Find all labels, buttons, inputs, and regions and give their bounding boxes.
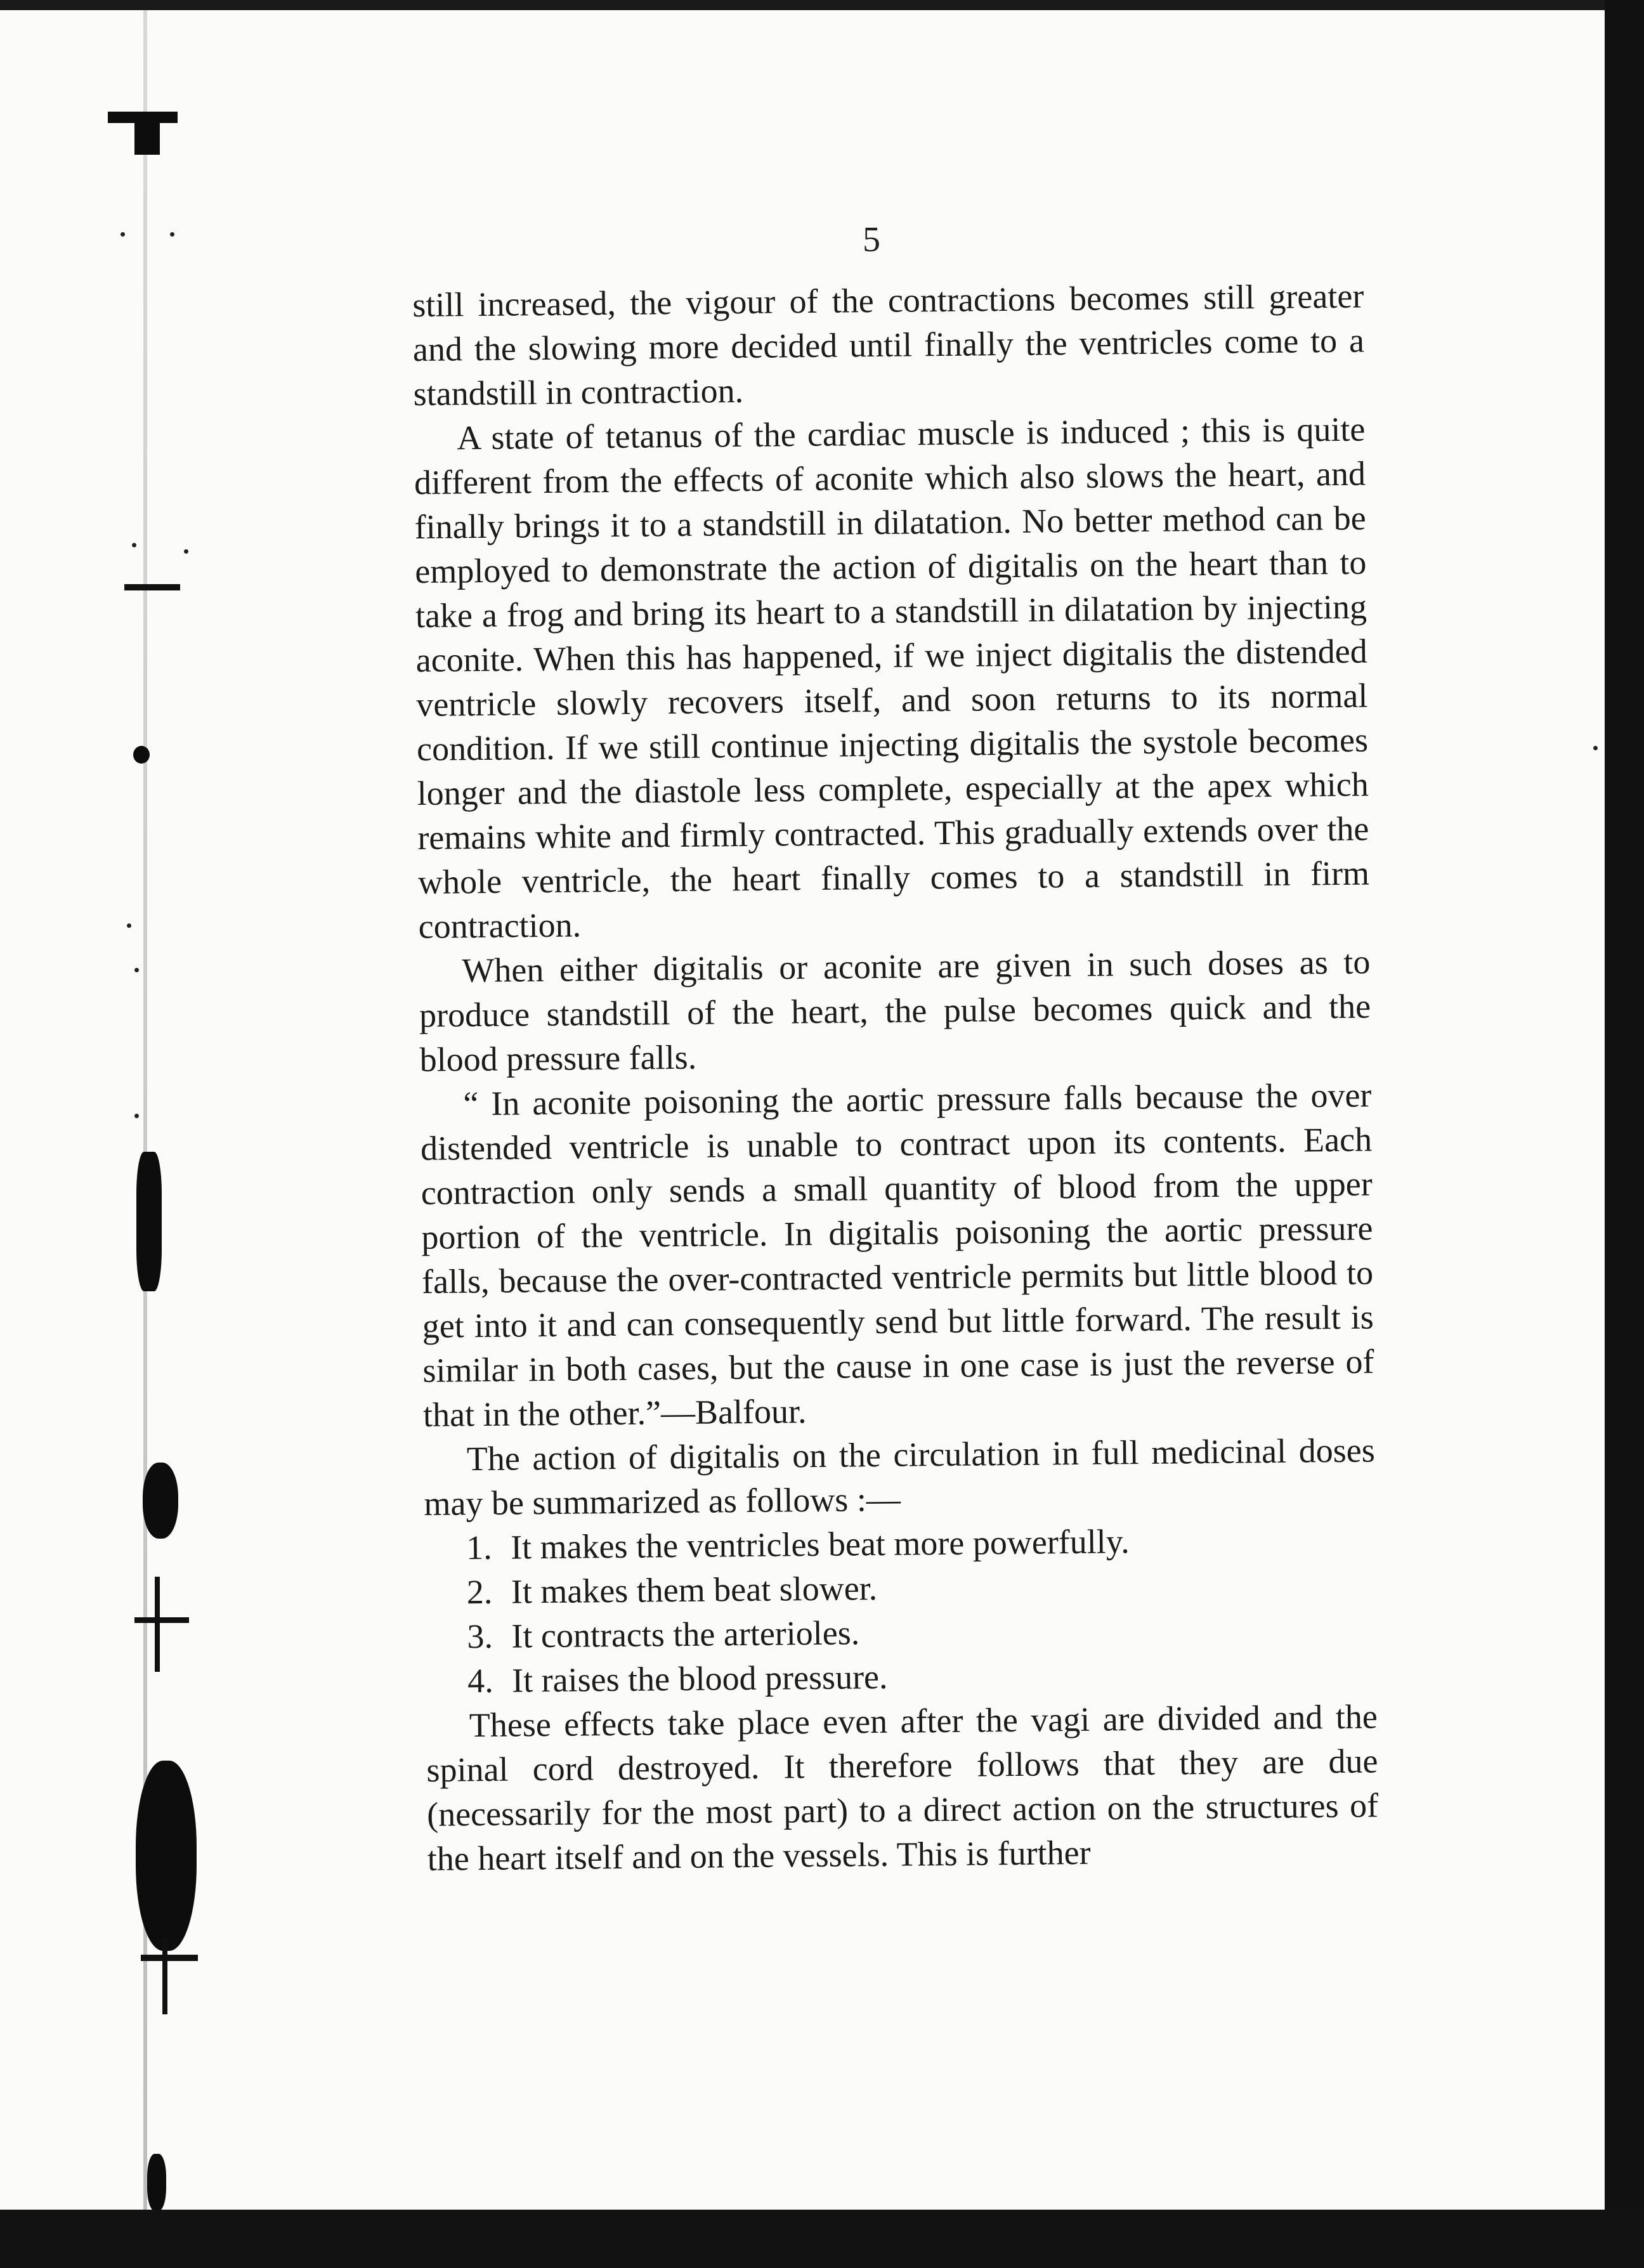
- binding-blot: [133, 746, 150, 764]
- paragraph-5: The action of digitalis on the circulation in full medicinal doses may be summarized as follows :—: [424, 1431, 1376, 1523]
- speck: [134, 968, 139, 972]
- list-number: 3.: [467, 1617, 493, 1656]
- speck: [127, 923, 131, 928]
- binding-clamp-top-stem: [134, 118, 160, 155]
- list-text: It makes them beat slower.: [511, 1569, 878, 1611]
- paragraph-closing: These effects take place even after the vagi are divided and the spinal cord destroyed. It therefore follows that they are due (necessarily for the most part) to a direct action on the structures of the heart itself and on the vessels. This is further: [426, 1697, 1379, 1878]
- speck: [121, 232, 125, 237]
- body-text: [412, 274, 1379, 1881]
- binding-blot: [136, 1761, 197, 1951]
- binding-mark: [134, 1617, 189, 1623]
- list-text: It contracts the arterioles.: [511, 1613, 860, 1655]
- binding-blot: [143, 1463, 178, 1539]
- document-page: [0, 10, 1605, 2210]
- speck: [134, 1114, 139, 1118]
- list-text: It makes the ventricles beat more powerfully.: [510, 1522, 1130, 1567]
- speck: [1593, 746, 1598, 750]
- speck: [170, 232, 174, 237]
- list-text: It raises the blood pressure.: [511, 1657, 888, 1700]
- scan-bottom-edge: [0, 2210, 1644, 2268]
- scan-right-edge: [1605, 0, 1644, 2268]
- page-number: 5: [863, 220, 880, 259]
- binding-stitch: [155, 1577, 160, 1672]
- paragraph-4-quote: “ In aconite poisoning the aortic pressure falls because the over distended ventricle is unable to contract upon its contents. Each contraction only sends a small quantity of blood from the upper portion of the ventricle. In digitalis poisoning the aortic pressure falls, because the over-contracted ventricle permits but little blood to get into it and can consequently send but little forward. The result is similar in both cases, but the cause in one case is just the reverse of that in the other.”—Balfour.: [420, 1076, 1374, 1434]
- paragraph-3: When either digitalis or aconite are given in such doses as to produce standstill of the heart, the pulse becomes quick and the blood pressure falls.: [419, 942, 1371, 1079]
- binding-blot: [147, 2154, 166, 2210]
- summary-list: [424, 1517, 1378, 1704]
- binding-mark: [141, 1955, 198, 1961]
- list-number: 2.: [466, 1572, 493, 1612]
- list-number: 1.: [466, 1528, 492, 1567]
- binding-blot: [136, 1152, 162, 1291]
- list-number: 4.: [467, 1661, 493, 1700]
- binding-stitch: [162, 1938, 167, 2014]
- speck: [184, 549, 188, 554]
- paragraph-2: A state of tetanus of the cardiac muscle is induced ; this is quite different from the effects of aconite which also slows the heart, and finally brings it to a standstill in dilatation. No better method can be employed to demonstrate the action of digitalis on the heart than to take a frog and bring its heart to a standstill in dilatation by injecting aconite. When this has happened, if we inject digitalis the distended ventricle slowly recovers itself, and soon returns to its normal condition. If we still continue injecting digitalis the systole becomes longer and the diastole less complete, especially at the apex which remains white and firmly contracted. This gradually extends over the whole ventricle, the heart finally comes to a standstill in firm contraction.: [414, 410, 1370, 946]
- binding-mark: [124, 584, 180, 590]
- paragraph-1: still increased, the vigour of the contractions becomes still greater and the slowing more decided until finally the ventricles come to a standstill in contraction.: [412, 277, 1365, 413]
- speck: [132, 543, 136, 547]
